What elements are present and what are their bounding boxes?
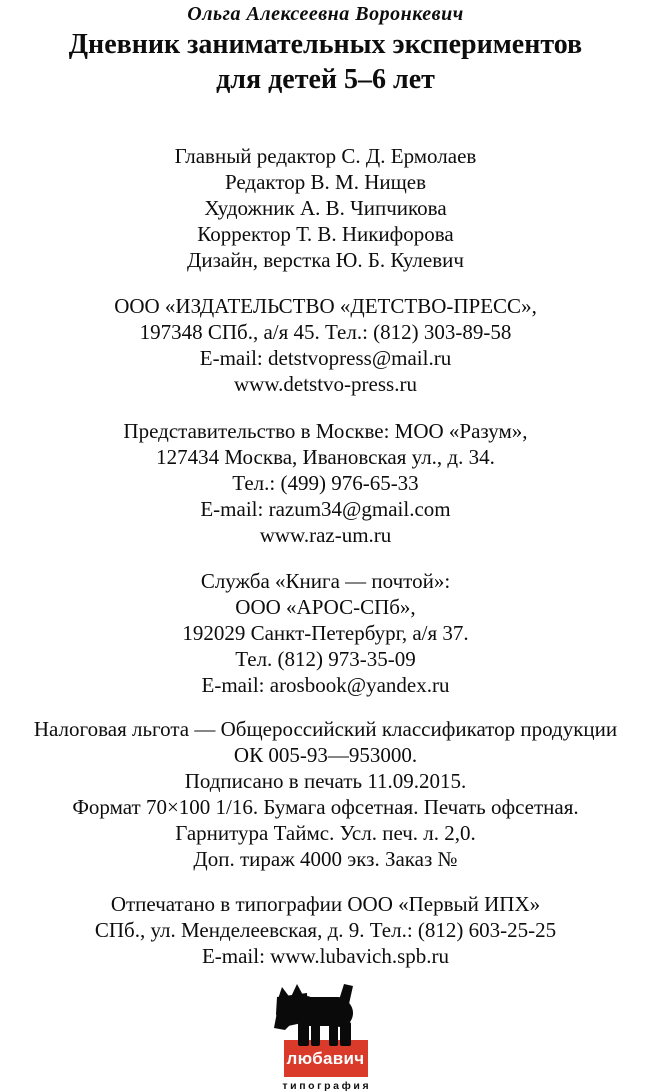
book-by-mail-address: 192029 Санкт-Петербург, а/я 37. xyxy=(182,621,469,645)
moscow-office-name: Представительство в Москве: МОО «Разум», xyxy=(123,419,528,443)
book-by-mail-email: E-mail: arosbook@yandex.ru xyxy=(201,673,450,697)
brand-label: любавич xyxy=(286,1049,365,1068)
book-by-mail-phone: Тел. (812) 973-35-09 xyxy=(235,647,416,671)
format-paper-line: Формат 70×100 1/16. Бумага офсетная. Печать офсетная. xyxy=(72,795,579,819)
moscow-office-block xyxy=(0,418,651,548)
scottie-dog-icon xyxy=(274,983,366,1047)
printing-house-email: E-mail: www.lubavich.spb.ru xyxy=(201,944,450,968)
printing-house-address: СПб., ул. Менделеевская, д. 9. Тел.: (812) 603-25-25 xyxy=(94,918,557,942)
print-details-block xyxy=(0,716,651,872)
publisher-block xyxy=(0,293,651,397)
classifier-code-line: ОК 005-93—953000. xyxy=(233,743,418,767)
credit-line: Главный редактор С. Д. Ермолаев xyxy=(174,144,477,168)
moscow-office-email: E-mail: razum34@gmail.com xyxy=(200,497,451,521)
moscow-office-phone: Тел.: (499) 976-65-33 xyxy=(232,471,419,495)
credit-line: Художник А. В. Чипчикова xyxy=(204,196,447,220)
credit-line: Редактор В. М. Нищев xyxy=(224,170,427,194)
typeface-line: Гарнитура Таймс. Усл. печ. л. 2,0. xyxy=(175,821,476,845)
moscow-office-address: 127434 Москва, Ивановская ул., д. 34. xyxy=(156,445,495,469)
moscow-office-website: www.raz-um.ru xyxy=(259,523,392,547)
book-title-line-2: для детей 5–6 лет xyxy=(216,64,435,95)
credit-line: Корректор Т. В. Никифорова xyxy=(197,222,454,246)
credits-block xyxy=(0,143,651,273)
logo-subtitle: типография xyxy=(282,1080,372,1092)
printing-house-name: Отпечатано в типографии ООО «Первый ИПХ» xyxy=(110,892,541,916)
publisher-name: ООО «ИЗДАТЕЛЬСТВО «ДЕТСТВО-ПРЕСС», xyxy=(114,294,537,318)
publisher-website: www.detstvo-press.ru xyxy=(234,372,417,396)
author-line: Ольга Алексеевна Воронкевич xyxy=(187,3,464,25)
lubavich-logo xyxy=(0,983,651,1092)
tax-benefit-line: Налоговая льгота — Общероссийский классификатор продукции xyxy=(33,717,618,741)
book-by-mail-company: ООО «АРОС-СПб», xyxy=(235,595,416,619)
book-title-line-1: Дневник занимательных экспериментов xyxy=(68,29,583,60)
credit-line: Дизайн, верстка Ю. Б. Кулевич xyxy=(187,248,464,272)
signed-to-print-line: Подписано в печать 11.09.2015. xyxy=(184,769,467,793)
book-by-mail-block xyxy=(0,568,651,698)
book-by-mail-title: Служба «Книга — почтой»: xyxy=(200,569,451,593)
publisher-email: E-mail: detstvopress@mail.ru xyxy=(199,346,452,370)
publisher-address-phone: 197348 СПб., а/я 45. Тел.: (812) 303-89-58 xyxy=(139,320,512,344)
print-run-line: Доп. тираж 4000 экз. Заказ № xyxy=(193,847,458,871)
printing-house-block xyxy=(0,891,651,969)
